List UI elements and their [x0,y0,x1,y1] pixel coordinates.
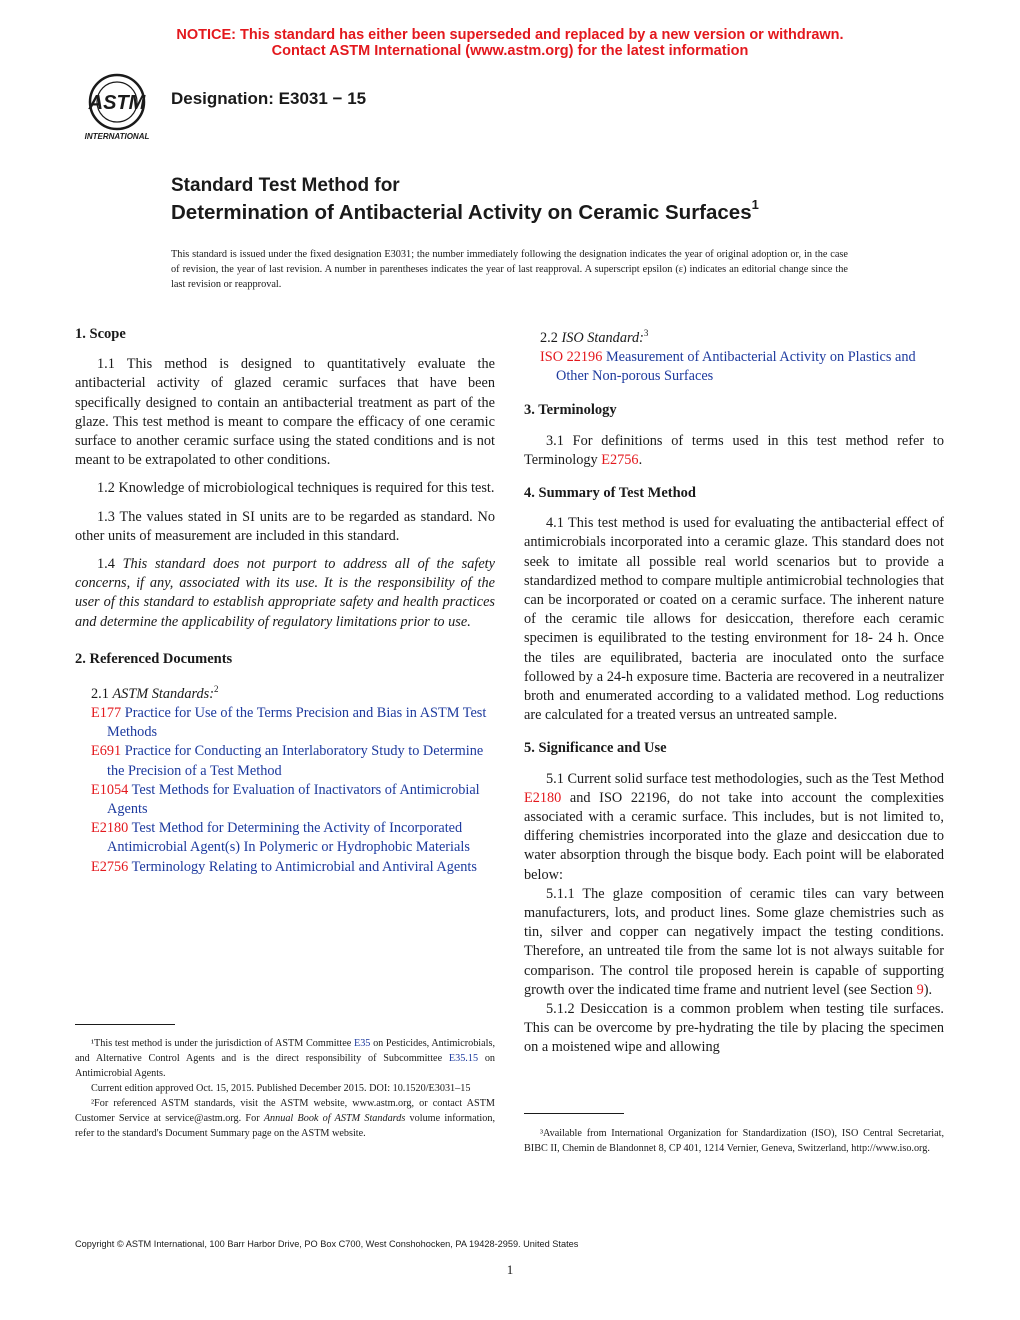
referenced-heading: 2. Referenced Documents [75,650,233,667]
footnotes-right [524,1126,944,1156]
iso-standard-label: 2.2 ISO Standard:$^3$ [540,328,649,346]
terminology-3-1: 3.1 For definitions of terms used in this test method refer to Terminology E2756. [524,432,944,468]
astm-reference-e691[interactable]: E691 Practice for Conducting an Interlaboratory Study to Determine the Precision of a Test Method [91,743,484,779]
iso-reference[interactable]: ISO 22196 Measurement of Antibacterial Activity on Plastics and Other Non-porous Surfaces [540,348,916,385]
right-column [524,324,944,1067]
notice-line-2: Contact ASTM International (www.astm.org) for the latest information [271,43,749,59]
footnote-1: ¹This test method is under the jurisdiction of ASTM Committee E35 on Pesticides, Antimicrobials, and Alternative Control Agents and is the direct responsibility of Subcommittee E35.15 on Antimicrobial Agents. [75,1038,496,1079]
astm-reference-e2180[interactable]: E2180 Test Method for Determining the Activity of Incorporated Antimicrobial Agent(s) In Polymeric or Hydrophobic Materials [91,820,470,856]
page-number: 1 [506,1262,514,1277]
notice-line-1: NOTICE: This standard has either been superseded and replaced by a new version or withdrawn. [176,27,844,43]
scope-1-1: 1.1 This method is designed to quantitatively evaluate the antibacterial activity of glazed ceramic surfaces that have been specifically designed to contain an antibacterial treatment as part of the glaze. This test method is meant to compare the efficacy of one ceramic surface to another ceramic surface using the stated conditions and is not meant to be extrapolated to other conditions. [75,356,495,469]
significance-heading: 5. Significance and Use [524,740,667,757]
left-column [75,325,495,877]
summary-heading: 4. Summary of Test Method [524,484,696,501]
footnote-rule-right [524,1113,624,1114]
astm-reference-e1054[interactable]: E1054 Test Methods for Evaluation of Inactivators of Antimicrobial Agents [91,781,480,818]
footnote-rule-left [75,1024,175,1025]
scope-1-2: 1.2 Knowledge of microbiological techniques is required for this test. [97,480,495,497]
link-section-9[interactable]: 9 [916,981,924,998]
title-line-2 [171,199,759,225]
significance-5-1-2: 5.1.2 Desiccation is a common problem when testing tile surfaces. This can be overcome by pre-hydrating the tile by placing the specimen on a moistened wipe and allowing [524,1001,944,1056]
scope-1-4-number: 1.4 [97,556,123,573]
footnotes-left [75,1036,495,1141]
scope-heading: 1. Scope [75,326,126,342]
scope-1-4-text: This standard does not purport to address all of the safety concerns, if any, associated with its use. It is the responsibility of the user of this standard to establish appropriate safety and health practices and determine the applicability of regulatory limitations prior to use. [75,556,495,630]
title-line-1: Standard Test Method for [171,175,400,196]
footnote-2: ²For referenced ASTM standards, visit the ASTM website, www.astm.org, or contact ASTM Customer Service at service@astm.org. For Annual Book of ASTM Standards volume information, refer to the standard's Document Summary page on the ASTM website. [75,1098,495,1139]
scope-1-4 [75,555,495,632]
astm-reference-e177[interactable]: E177 Practice for Use of the Terms Precision and Bias in ASTM Test Methods [91,705,487,741]
scope-1-3: 1.3 The values stated in SI units are to be regarded as standard. No other units of measurement are included in this standard. [75,508,495,544]
summary-4-1: 4.1 This test method is used for evaluating the antibacterial effect of antimicrobials incorporated into a ceramic glaze. This standard does not seek to imitate all possible real world scenarios but to provide a standardized method to compare multiple antimicrobial technologies that can be incorporated or coated on a ceramic surface. The inherent nature of the ceramic tile allows for desiccation, therefore each ceramic specimen is equilibrated to the testing environment for 18- 24 h. Once the tiles are equilibrated, bacteria are inoculated onto the surface followed by a 24-h exposure time. Bacteria are recovered in a neutralizer broth and enumerated according to a validated method. Log reductions are calculated for a treated versus an untreated sample. [524,515,944,724]
terminology-heading: 3. Terminology [524,402,617,419]
astm-reference-e2756[interactable]: E2756 Terminology Relating to Antimicrobial and Antiviral Agents [91,858,477,875]
significance-5-1: 5.1 Current solid surface test methodologies, such as the Test Method E2180 and ISO 22196, do not take into account the complexities associated with a ceramic surface. This includes, but is not limited to, differing chemistries incorporated into the glaze and desiccation due to water absorption through the bisque body. Each point will be elaborated below: [524,770,944,883]
logo-subtext: INTERNATIONAL [84,132,150,141]
link-e2180[interactable]: E2180 [524,789,562,806]
link-e2756[interactable]: E2756 [601,451,639,468]
logo-text: ASTM [88,92,146,114]
significance-5-1-1: 5.1.1 The glaze composition of ceramic tiles can vary between manufacturers, lots, and product lines. Some glaze chemistries such as tin, silver and copper can negatively impact the testing conditions. Therefore, an untreated tile from the same lot is not always suitable for comparison. The control tile proposed herein is capable of supporting growth over the indicated time frame and nutrient level (see Section 9). [524,885,944,998]
footnote-3: ³Available from International Organization for Standardization (ISO), ISO Central Secretariat, BIBC II, Chemin de Blandonnet 8, CP 401, 1214 Vernier, Geneva, Switzerland, http://www.iso.org. [524,1128,944,1154]
astm-reference-list [75,704,495,877]
footnote-1-edition: Current edition approved Oct. 15, 2015. Published December 2015. DOI: 10.1520/E3031–15 [91,1083,471,1094]
issued-note: This standard is issued under the fixed designation E3031; the number immediately following the designation indicates the year of original adoption or, in the case of revision, the year of last revision. A number in parentheses indicates the year of last reapproval. A superscript epsilon (ε) indicates an editorial change since the last revision or reapproval. [171,249,848,290]
astm-logo [74,72,160,142]
designation: Designation: E3031 − 15 [171,89,367,108]
copyright: Copyright © ASTM International, 100 Barr Harbor Drive, PO Box C700, West Conshohocken, PA 19428-2959. United States [75,1239,579,1249]
astm-standards-label: 2.1 ASTM Standards:$^2$ [91,684,219,702]
link-e35-15[interactable]: E35.15 [448,1053,479,1064]
link-e35[interactable]: E35 [353,1038,371,1049]
title-text: Determination of Antibacterial Activity on Ceramic Surfaces [171,200,752,224]
title-footnote-mark[interactable]: 1 [751,197,759,212]
